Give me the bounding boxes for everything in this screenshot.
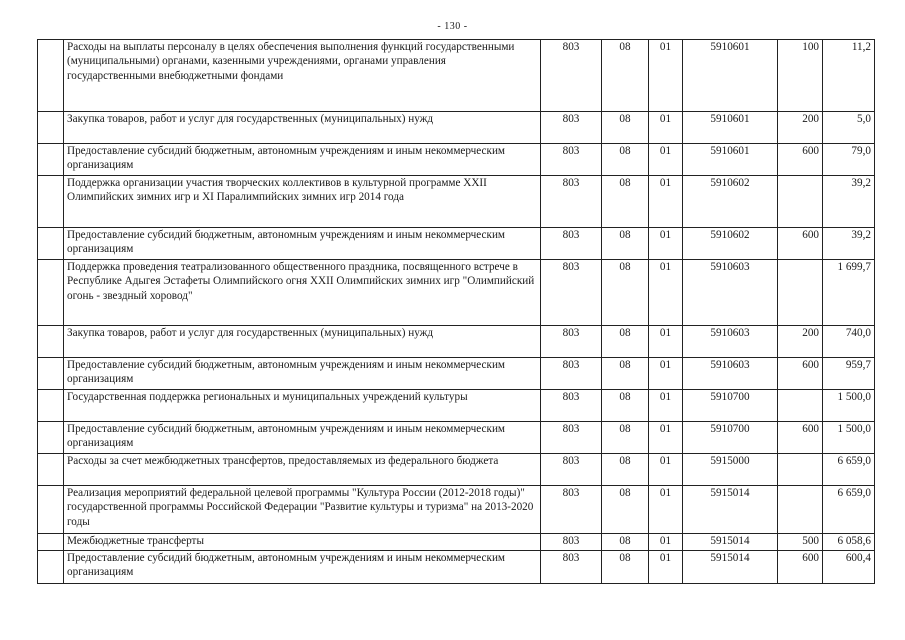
row-ved-code: 803: [541, 144, 602, 176]
row-section-code: 08: [602, 144, 649, 176]
row-target-article: 5910601: [683, 112, 778, 144]
row-amount: 79,0: [823, 144, 875, 176]
row-amount: 39,2: [823, 228, 875, 260]
row-target-article: 5910601: [683, 40, 778, 112]
table-row: [38, 228, 875, 260]
row-ved-code: 803: [541, 486, 602, 534]
row-index-cell: [38, 390, 64, 422]
row-subsection-code: 01: [649, 40, 683, 112]
row-subsection-code: 01: [649, 228, 683, 260]
row-expense-type: [778, 390, 823, 422]
row-description: Расходы на выплаты персоналу в целях обеспечения выполнения функций государственными (муниципальными) органами, казенными учреждениями, органами управления государственными внебюджетными фондами: [64, 40, 541, 112]
row-subsection-code: 01: [649, 534, 683, 551]
row-section-code: 08: [602, 112, 649, 144]
row-index-cell: [38, 551, 64, 584]
row-description: Поддержка проведения театрализованного общественного праздника, посвященного встрече в Республике Адыгея Эстафеты Олимпийского огня XXII Олимпийских зимних игр "Олимпийский огонь - звездный хоровод": [64, 260, 541, 326]
row-expense-type: 600: [778, 551, 823, 584]
row-ved-code: 803: [541, 534, 602, 551]
row-subsection-code: 01: [649, 144, 683, 176]
budget-table-body: [38, 40, 875, 584]
row-expense-type: 200: [778, 326, 823, 358]
row-target-article: 5910700: [683, 390, 778, 422]
row-target-article: 5910601: [683, 144, 778, 176]
row-expense-type: 200: [778, 112, 823, 144]
row-index-cell: [38, 144, 64, 176]
table-row: [38, 40, 875, 112]
row-amount: 600,4: [823, 551, 875, 584]
row-amount: 6 659,0: [823, 454, 875, 486]
table-row: [38, 422, 875, 454]
row-index-cell: [38, 422, 64, 454]
row-amount: 740,0: [823, 326, 875, 358]
row-description: Предоставление субсидий бюджетным, автономным учреждениям и иным некоммерческим организациям: [64, 228, 541, 260]
row-ved-code: 803: [541, 551, 602, 584]
table-row: [38, 454, 875, 486]
row-section-code: 08: [602, 40, 649, 112]
row-target-article: 5910603: [683, 326, 778, 358]
table-row: [38, 176, 875, 228]
row-subsection-code: 01: [649, 176, 683, 228]
table-row: [38, 326, 875, 358]
budget-table: [37, 39, 875, 584]
row-index-cell: [38, 260, 64, 326]
row-ved-code: 803: [541, 260, 602, 326]
row-section-code: 08: [602, 326, 649, 358]
row-ved-code: 803: [541, 326, 602, 358]
page-number: - 130 -: [437, 21, 468, 32]
row-index-cell: [38, 112, 64, 144]
row-subsection-code: 01: [649, 486, 683, 534]
row-target-article: 5915014: [683, 486, 778, 534]
row-expense-type: [778, 260, 823, 326]
row-ved-code: 803: [541, 40, 602, 112]
row-description: Реализация мероприятий федеральной целевой программы "Культура России (2012-2018 годы)" государственной программы Российской Федерации "Развитие культуры и туризма" на 2013-2020 годы: [64, 486, 541, 534]
row-subsection-code: 01: [649, 358, 683, 390]
row-amount: 5,0: [823, 112, 875, 144]
row-target-article: 5910602: [683, 176, 778, 228]
row-amount: 1 500,0: [823, 422, 875, 454]
row-expense-type: 600: [778, 358, 823, 390]
table-row: [38, 486, 875, 534]
row-section-code: 08: [602, 422, 649, 454]
row-description: Закупка товаров, работ и услуг для государственных (муниципальных) нужд: [64, 326, 541, 358]
row-expense-type: 500: [778, 534, 823, 551]
row-amount: 959,7: [823, 358, 875, 390]
table-row: [38, 144, 875, 176]
row-target-article: 5910603: [683, 260, 778, 326]
row-section-code: 08: [602, 486, 649, 534]
row-ved-code: 803: [541, 422, 602, 454]
row-subsection-code: 01: [649, 422, 683, 454]
table-row: [38, 260, 875, 326]
row-index-cell: [38, 534, 64, 551]
row-description: Закупка товаров, работ и услуг для государственных (муниципальных) нужд: [64, 112, 541, 144]
row-index-cell: [38, 486, 64, 534]
row-section-code: 08: [602, 454, 649, 486]
row-amount: 39,2: [823, 176, 875, 228]
table-row: [38, 112, 875, 144]
row-target-article: 5915014: [683, 551, 778, 584]
table-row: [38, 551, 875, 584]
row-amount: 6 058,6: [823, 534, 875, 551]
row-description: Предоставление субсидий бюджетным, автономным учреждениям и иным некоммерческим организациям: [64, 144, 541, 176]
row-expense-type: 100: [778, 40, 823, 112]
row-expense-type: [778, 486, 823, 534]
row-section-code: 08: [602, 176, 649, 228]
row-index-cell: [38, 454, 64, 486]
row-section-code: 08: [602, 260, 649, 326]
row-ved-code: 803: [541, 358, 602, 390]
row-target-article: 5910700: [683, 422, 778, 454]
row-ved-code: 803: [541, 390, 602, 422]
row-subsection-code: 01: [649, 260, 683, 326]
row-index-cell: [38, 228, 64, 260]
row-target-article: 5915000: [683, 454, 778, 486]
row-index-cell: [38, 358, 64, 390]
row-ved-code: 803: [541, 454, 602, 486]
row-section-code: 08: [602, 390, 649, 422]
row-description: Поддержка организации участия творческих коллективов в культурной программе XXII Олимпийских зимних игр и XI Паралимпийских зимних игр 2014 года: [64, 176, 541, 228]
row-target-article: 5910603: [683, 358, 778, 390]
table-row: [38, 390, 875, 422]
row-subsection-code: 01: [649, 454, 683, 486]
row-description: Предоставление субсидий бюджетным, автономным учреждениям и иным некоммерческим организациям: [64, 422, 541, 454]
row-amount: 1 500,0: [823, 390, 875, 422]
row-description: Расходы за счет межбюджетных трансфертов, предоставляемых из федерального бюджета: [64, 454, 541, 486]
row-section-code: 08: [602, 551, 649, 584]
row-expense-type: 600: [778, 228, 823, 260]
row-amount: 6 659,0: [823, 486, 875, 534]
row-section-code: 08: [602, 228, 649, 260]
row-target-article: 5915014: [683, 534, 778, 551]
table-row: [38, 358, 875, 390]
table-row: [38, 534, 875, 551]
row-description: Предоставление субсидий бюджетным, автономным учреждениям и иным некоммерческим организациям: [64, 551, 541, 584]
row-index-cell: [38, 40, 64, 112]
row-description: Межбюджетные трансферты: [64, 534, 541, 551]
row-section-code: 08: [602, 358, 649, 390]
row-amount: 11,2: [823, 40, 875, 112]
row-expense-type: [778, 176, 823, 228]
row-amount: 1 699,7: [823, 260, 875, 326]
row-target-article: 5910602: [683, 228, 778, 260]
row-section-code: 08: [602, 534, 649, 551]
row-subsection-code: 01: [649, 551, 683, 584]
row-description: Предоставление субсидий бюджетным, автономным учреждениям и иным некоммерческим организациям: [64, 358, 541, 390]
row-description: Государственная поддержка региональных и муниципальных учреждений культуры: [64, 390, 541, 422]
row-index-cell: [38, 326, 64, 358]
row-ved-code: 803: [541, 228, 602, 260]
row-subsection-code: 01: [649, 326, 683, 358]
row-subsection-code: 01: [649, 390, 683, 422]
row-subsection-code: 01: [649, 112, 683, 144]
row-ved-code: 803: [541, 112, 602, 144]
row-index-cell: [38, 176, 64, 228]
row-expense-type: 600: [778, 144, 823, 176]
row-expense-type: 600: [778, 422, 823, 454]
row-expense-type: [778, 454, 823, 486]
row-ved-code: 803: [541, 176, 602, 228]
